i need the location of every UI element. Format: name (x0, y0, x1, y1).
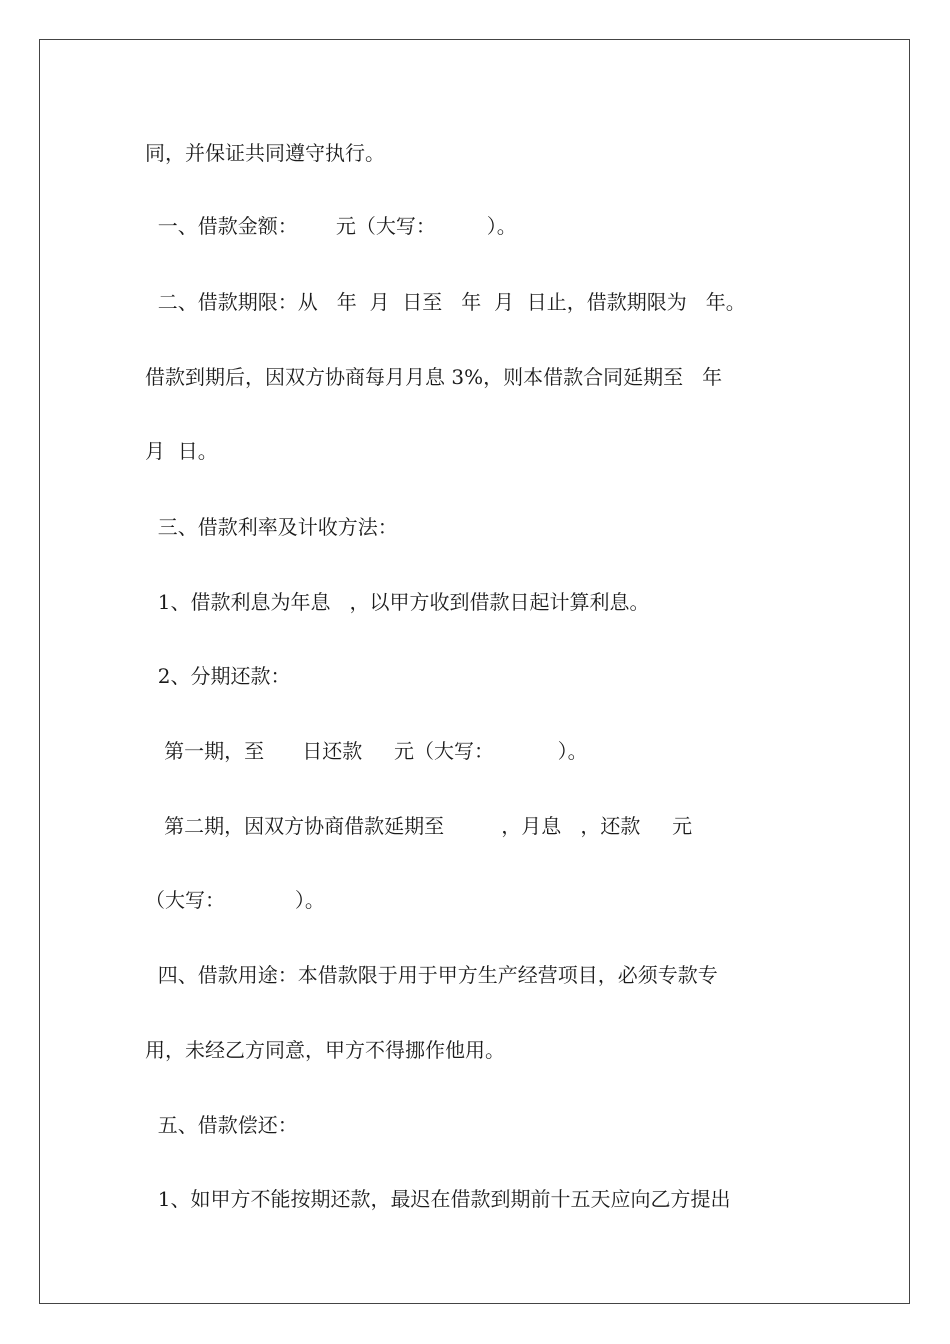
installment-second: 第二期，因双方协商借款延期至 ，月息 ，还款 元 (145, 814, 693, 838)
item-annual-interest: 1、借款利息为年息 ，以甲方收到借款日起计算利息。 (145, 590, 650, 614)
clause-loan-term: 二、借款期限：从 年 月 日至 年 月 日止，借款期限为 年。 (145, 290, 746, 314)
clause-repayment-heading: 五、借款偿还： (145, 1113, 298, 1137)
text-line-4: 借款到期后，因双方协商每月月息 3%，则本借款合同延期至 年 (145, 365, 723, 389)
installment-first: 第一期，至 日还款 元（大写： ）。 (145, 739, 588, 763)
text-line-11: （大写： ）。 (145, 888, 325, 912)
clause-loan-purpose: 四、借款用途：本借款限于用于甲方生产经营项目，必须专款专 (145, 963, 718, 987)
item-repayment-1: 1、如甲方不能按期还款，最迟在借款到期前十五天应向乙方提出 (145, 1187, 731, 1211)
text-line-1: 同，并保证共同遵守执行。 (145, 141, 385, 165)
text-line-13: 用，未经乙方同意，甲方不得挪作他用。 (145, 1038, 505, 1062)
clause-loan-amount: 一、借款金额： 元（大写： ）。 (145, 214, 517, 238)
item-installments: 2、分期还款： (145, 664, 291, 688)
text-line-5: 月 日。 (145, 439, 218, 463)
clause-interest-rate-heading: 三、借款利率及计收方法： (145, 515, 398, 539)
